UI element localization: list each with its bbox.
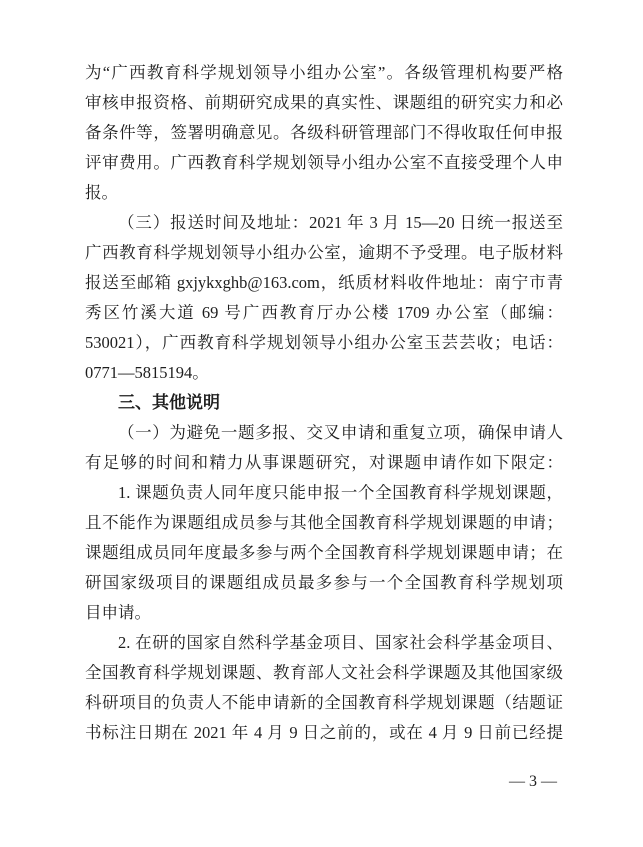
text-line: 广西教育科学规划领导小组办公室，逾期不予受理。电子版材料: [85, 243, 563, 262]
text-line: 课题组成员同年度最多参与两个全国教育科学规划课题申请；在: [85, 543, 563, 562]
text-line: （一）为避免一题多报、交叉申请和重复立项，确保申请人: [118, 423, 563, 442]
document-body: [85, 58, 563, 748]
text-line: 全国教育科学规划课题、教育部人文社会科学课题及其他国家级: [85, 663, 563, 682]
text-line: 且不能作为课题组成员参与其他全国教育科学规划课题的申请；: [85, 513, 563, 532]
text-line: 审核申报资格、前期研究成果的真实性、课题组的研究实力和必: [85, 93, 563, 112]
text-line: 秀区竹溪大道 69 号广西教育厅办公楼 1709 办公室（邮编：: [85, 303, 563, 322]
text-line: 530021），广西教育科学规划领导小组办公室玉芸芸收；电话：: [85, 333, 563, 352]
text-line: 评审费用。广西教育科学规划领导小组办公室不直接受理个人申: [85, 153, 563, 172]
text-line: 书标注日期在 2021 年 4 月 9 日之前的，或在 4 月 9 日前已经提: [85, 723, 563, 742]
text-line: 报。: [85, 183, 118, 202]
text-line: 为“广西教育科学规划领导小组办公室”。各级管理机构要严格: [85, 63, 563, 82]
text-line: 备条件等，签署明确意见。各级科研管理部门不得收取任何申报: [85, 123, 563, 142]
text-line: 2. 在研的国家自然科学基金项目、国家社会科学基金项目、: [118, 633, 563, 652]
page-number: — 3 —: [509, 773, 557, 790]
text-line: 1. 课题负责人同年度只能申报一个全国教育科学规划课题，: [118, 483, 563, 502]
text-line: 0771—5815194。: [85, 363, 209, 382]
text-line: （三）报送时间及地址：2021 年 3 月 15—20 日统一报送至: [118, 213, 563, 232]
text-line: 目申请。: [85, 603, 151, 622]
text-line: 报送至邮箱 gxjykxghb@163.com，纸质材料收件地址：南宁市青: [85, 273, 563, 292]
text-line: 有足够的时间和精力从事课题研究，对课题申请作如下限定：: [85, 453, 563, 472]
section-heading: 三、其他说明: [118, 393, 220, 412]
text-line: 研国家级项目的课题组成员最多参与一个全国教育科学规划项: [85, 573, 563, 592]
text-line: 科研项目的负责人不能申请新的全国教育科学规划课题（结题证: [85, 693, 563, 712]
